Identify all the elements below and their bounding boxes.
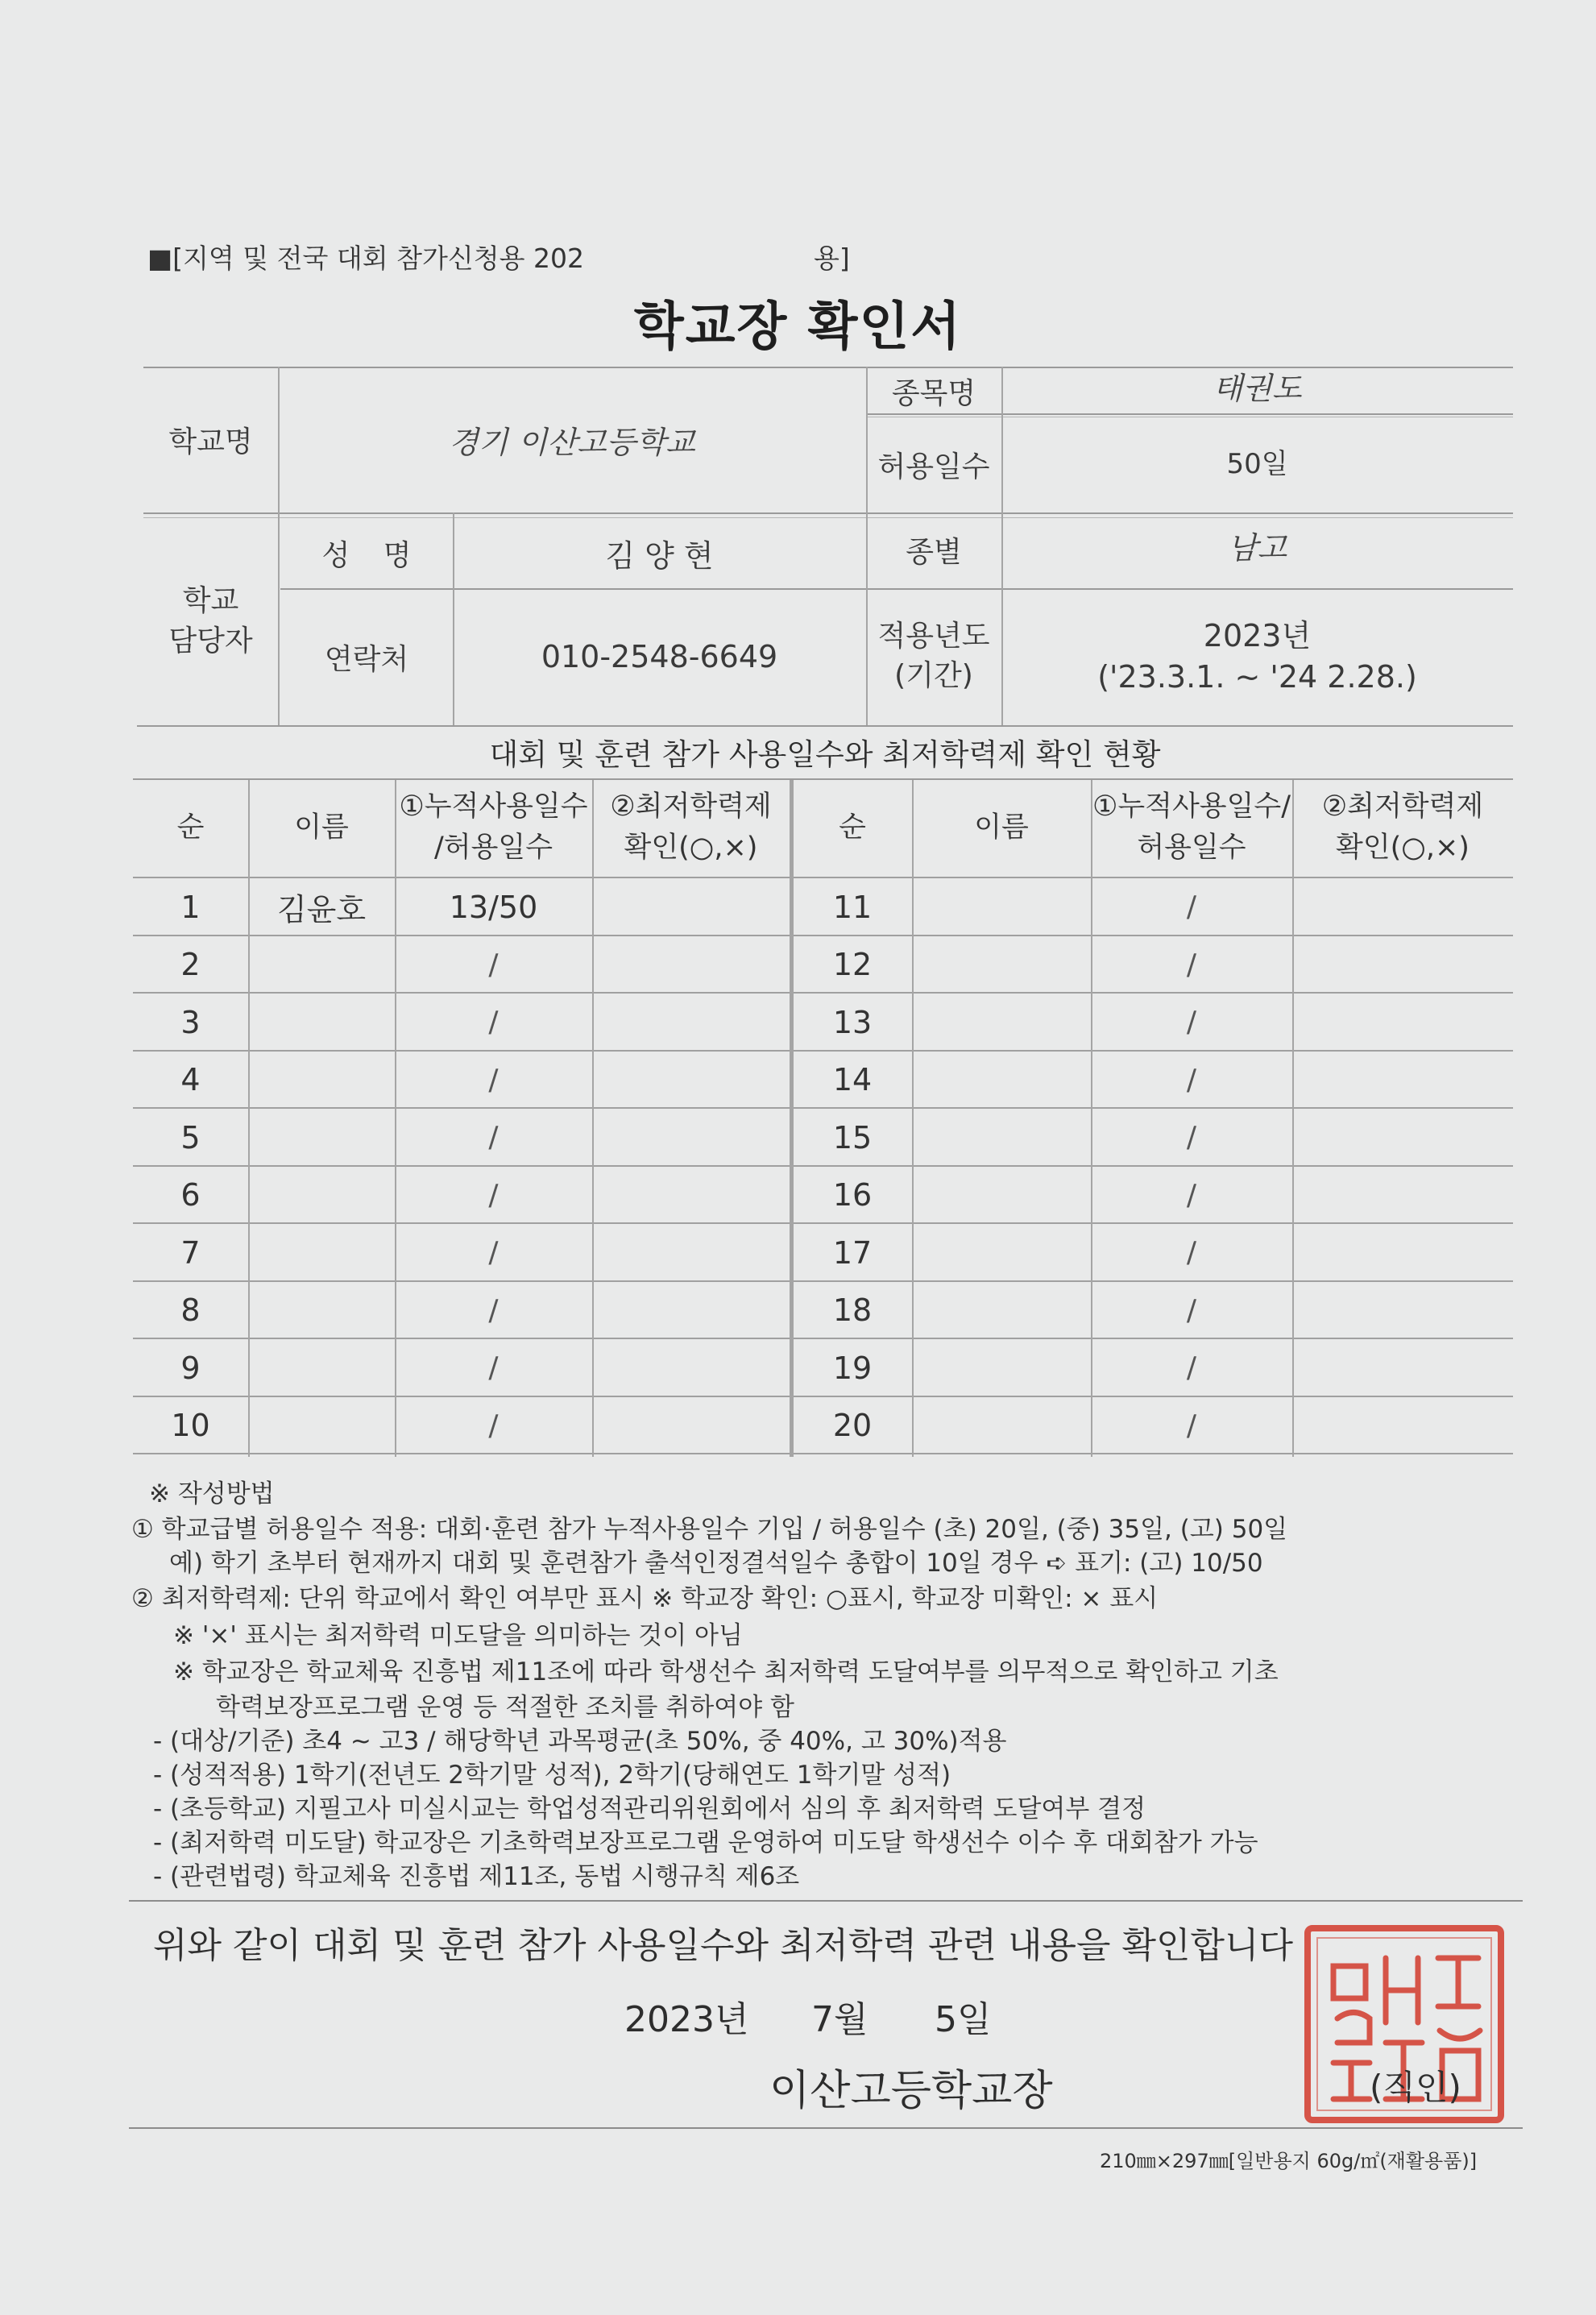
status-left-row-9-no: 9 xyxy=(180,1350,201,1386)
status-left-row-1-usage: 13/50 xyxy=(449,889,538,925)
th-usage-right-line2: 허용일수 xyxy=(1137,832,1246,864)
note-line-9: - (초등학교) 지필고사 미실시교는 학업성적관리위원회에서 심의 후 최저학력 도달여부 결정 xyxy=(153,1794,1146,1823)
status-right-row-5-no: 15 xyxy=(832,1119,873,1155)
status-left-row-10-usage: / xyxy=(488,1408,499,1442)
status-left-row-9-check xyxy=(592,1339,790,1397)
status-right-row-10-check xyxy=(1292,1397,1513,1455)
allowed-days-value: 50일 xyxy=(1226,447,1288,480)
status-right-row-2-check xyxy=(1292,936,1513,994)
form-label: ■[지역 및 전국 대회 참가신청용 202 xyxy=(147,243,585,274)
year-value-line1: 2023년 xyxy=(1203,617,1312,653)
note-line-11: - (관련법령) 학교체육 진흥법 제11조, 동법 시행규칙 제6조 xyxy=(153,1862,800,1891)
year-label-line1: 적용년도 xyxy=(877,620,990,653)
confirm-day: 5일 xyxy=(935,1999,992,2040)
school-name-value: 경기 이산고등학교 xyxy=(449,425,695,460)
th-academic-left xyxy=(592,780,790,875)
status-left-row-10-no: 10 xyxy=(171,1408,210,1444)
category-label: 종별 xyxy=(906,535,962,569)
contact-group-label xyxy=(143,517,278,725)
status-right-row-2-name xyxy=(912,936,1091,994)
status-left-row-3-no: 3 xyxy=(180,1004,201,1040)
note-line-5: ※ 학교장은 학교체육 진흥법 제11조에 따라 학생선수 최저학력 도달여부를 의무적으로 확인하고 기초 xyxy=(173,1657,1279,1686)
th-usage-left xyxy=(395,780,592,875)
status-left-row-8-name xyxy=(248,1282,395,1340)
status-right-row-7-no: 17 xyxy=(832,1234,873,1271)
status-right-row-6-name xyxy=(912,1167,1091,1225)
status-right-row-4-check xyxy=(1292,1052,1513,1110)
status-left-row-8-usage: / xyxy=(488,1293,499,1327)
status-left-row-2-name xyxy=(248,936,395,994)
note-line-6: 학력보장프로그램 운영 등 적절한 조치를 취하여야 함 xyxy=(216,1693,794,1722)
status-right-row-2-usage: / xyxy=(1186,948,1197,981)
year-value-line2: ('23.3.1. ~ '24 2.28.) xyxy=(1097,659,1417,695)
phone-value: 010-2548-6649 xyxy=(541,639,778,674)
th-usage-left-line2: /허용일수 xyxy=(433,832,553,864)
status-right-row-3-check xyxy=(1292,994,1513,1052)
status-right-row-4-no: 14 xyxy=(832,1062,873,1098)
status-right-row-10-usage: / xyxy=(1186,1408,1197,1442)
event-label: 종목명 xyxy=(891,376,976,410)
note-line-10: - (최저학력 미도달) 학교장은 기초학력보장프로그램 운영하여 미도달 학생선수 이수 후 대회참가 가능 xyxy=(153,1828,1258,1857)
notes-heading: ※ 작성방법 xyxy=(149,1479,275,1508)
contact-group-label-line1: 학교 xyxy=(182,583,239,617)
status-right-row-6-check xyxy=(1292,1167,1513,1225)
status-right-row-3-no: 13 xyxy=(832,1004,873,1040)
status-right-row-5-check xyxy=(1292,1109,1513,1167)
note-line-3: ② 최저학력제: 단위 학교에서 확인 여부만 표시 ※ 학교장 확인: ○표시, 학교장 미확인: × 표시 xyxy=(131,1584,1159,1613)
year-label-line2: (기간) xyxy=(894,659,973,692)
status-left-row-1-check xyxy=(592,878,790,936)
note-line-2: 예) 학기 초부터 현재까지 대회 및 훈련참가 출석인정결석일수 총합이 10일 경우 ➪ 표기: (고) 10/50 xyxy=(169,1549,1263,1578)
status-left-row-6-check xyxy=(592,1167,790,1225)
status-left-row-6-no: 6 xyxy=(180,1177,201,1214)
note-line-1: ① 학교급별 허용일수 적용: 대회·훈련 참가 누적사용일수 기입 / 허용일수 (초) 20일, (중) 35일, (고) 50일 xyxy=(131,1515,1288,1544)
status-left-row-4-no: 4 xyxy=(180,1062,201,1098)
phone-label: 연락처 xyxy=(324,642,409,676)
th-usage-left-line1: ①누적사용일수 xyxy=(399,790,588,824)
status-left-row-9-name xyxy=(248,1339,395,1397)
status-right-row-1-no: 11 xyxy=(832,889,873,925)
status-right-row-9-usage: / xyxy=(1186,1351,1197,1385)
status-right-row-9-no: 19 xyxy=(832,1350,873,1386)
status-left-row-4-check xyxy=(592,1052,790,1110)
status-left-row-1-no: 1 xyxy=(180,889,201,925)
th-academic-right xyxy=(1292,780,1513,875)
status-left-row-5-check xyxy=(592,1109,790,1167)
status-right-row-6-no: 16 xyxy=(832,1177,873,1214)
th-usage-right xyxy=(1091,780,1292,875)
status-left-row-2-check xyxy=(592,936,790,994)
th-name-left: 이름 xyxy=(294,811,349,844)
status-left-row-8-no: 8 xyxy=(180,1292,201,1329)
contact-group-label-line2: 담당자 xyxy=(168,624,253,658)
status-right-row-4-usage: / xyxy=(1186,1063,1197,1097)
status-right-row-7-check xyxy=(1292,1224,1513,1282)
th-no-right: 순 xyxy=(839,811,866,844)
status-right-row-7-usage: / xyxy=(1186,1236,1197,1270)
status-left-row-5-name xyxy=(248,1109,395,1167)
status-left-row-1-name: 김윤호 xyxy=(276,892,367,928)
status-right-row-3-usage: / xyxy=(1186,1006,1197,1039)
status-left-row-4-usage: / xyxy=(488,1063,499,1097)
th-name-right: 이름 xyxy=(974,811,1029,844)
status-right-row-8-usage: / xyxy=(1186,1293,1197,1327)
status-right-row-9-check xyxy=(1292,1339,1513,1397)
status-right-row-10-name xyxy=(912,1397,1091,1455)
status-right-row-8-check xyxy=(1292,1282,1513,1340)
status-left-row-3-name xyxy=(248,994,395,1052)
status-left-row-2-no: 2 xyxy=(180,947,201,983)
status-left-row-2-usage: / xyxy=(488,948,499,981)
status-right-row-5-usage: / xyxy=(1186,1121,1197,1155)
th-academic-right-line1: ②최저학력제 xyxy=(1321,790,1484,824)
confirmation-statement: 위와 같이 대회 및 훈련 참가 사용일수와 최저학력 관련 내용을 확인합니다 xyxy=(153,1925,1293,1966)
status-left-row-6-name xyxy=(248,1167,395,1225)
page-title: 학교장 확인서 xyxy=(633,297,963,357)
status-right-row-4-name xyxy=(912,1052,1091,1110)
status-left-row-10-name xyxy=(248,1397,395,1455)
status-right-row-8-name xyxy=(912,1282,1091,1340)
status-left-row-6-usage: / xyxy=(488,1178,499,1212)
paper-spec: 210㎜×297㎜[일반용지 60g/㎡(재활용품)] xyxy=(1100,2150,1478,2172)
status-left-row-7-name xyxy=(248,1224,395,1282)
status-right-row-1-usage: / xyxy=(1186,890,1197,924)
year-label xyxy=(866,588,1001,725)
status-left-row-4-name xyxy=(248,1052,395,1110)
status-right-row-1-name xyxy=(912,878,1091,936)
status-left-row-9-usage: / xyxy=(488,1351,499,1385)
status-left-row-7-no: 7 xyxy=(180,1234,201,1271)
confirm-month: 7월 xyxy=(811,1999,868,2040)
th-no-left: 순 xyxy=(176,811,205,844)
status-left-row-3-check xyxy=(592,994,790,1052)
th-academic-left-line1: ②최저학력제 xyxy=(610,790,772,824)
status-right-row-6-usage: / xyxy=(1186,1178,1197,1212)
th-academic-left-line2: 확인(○,×) xyxy=(624,832,758,864)
contact-name-label: 성 명 xyxy=(321,538,412,572)
note-line-4: ※ '×' 표시는 최저학력 미도달을 의미하는 것이 아님 xyxy=(173,1621,743,1650)
seal-label: (직인) xyxy=(1370,2068,1461,2107)
principal-name: 이산고등학교장 xyxy=(769,2067,1053,2115)
status-right-row-10-no: 20 xyxy=(832,1408,873,1444)
status-section-title: 대회 및 훈련 참가 사용일수와 최저학력제 확인 현황 xyxy=(489,737,1161,772)
th-academic-right-line2: 확인(○,×) xyxy=(1336,832,1470,864)
status-right-row-2-no: 12 xyxy=(832,947,873,983)
form-label-end: 용] xyxy=(814,243,850,274)
note-line-7: - (대상/기준) 초4 ~ 고3 / 해당학년 과목평균(초 50%, 중 40%, 고 30%)적용 xyxy=(153,1727,1007,1756)
contact-name-value: 김 양 현 xyxy=(605,537,714,574)
event-value: 태권도 xyxy=(1213,370,1302,406)
note-line-8: - (성적적용) 1학기(전년도 2학기말 성적), 2학기(당해연도 1학기말 성적) xyxy=(153,1761,951,1790)
status-right-row-8-no: 18 xyxy=(832,1292,873,1329)
confirm-year: 2023년 xyxy=(624,1999,749,2040)
status-left-row-5-no: 5 xyxy=(180,1119,201,1155)
status-left-row-5-usage: / xyxy=(488,1121,499,1155)
status-left-row-7-check xyxy=(592,1224,790,1282)
status-right-row-3-name xyxy=(912,994,1091,1052)
year-value xyxy=(1001,588,1513,725)
status-left-row-3-usage: / xyxy=(488,1006,499,1039)
status-left-row-8-check xyxy=(592,1282,790,1340)
school-name-label: 학교명 xyxy=(168,425,253,458)
status-left-row-10-check xyxy=(592,1397,790,1455)
status-right-row-9-name xyxy=(912,1339,1091,1397)
category-value: 남고 xyxy=(1227,529,1287,566)
allowed-days-label: 허용일수 xyxy=(877,450,990,483)
status-right-row-1-check xyxy=(1292,878,1513,936)
th-usage-right-line1: ①누적사용일수/ xyxy=(1092,790,1291,824)
status-right-row-5-name xyxy=(912,1109,1091,1167)
status-right-row-7-name xyxy=(912,1224,1091,1282)
status-left-row-7-usage: / xyxy=(488,1236,499,1270)
